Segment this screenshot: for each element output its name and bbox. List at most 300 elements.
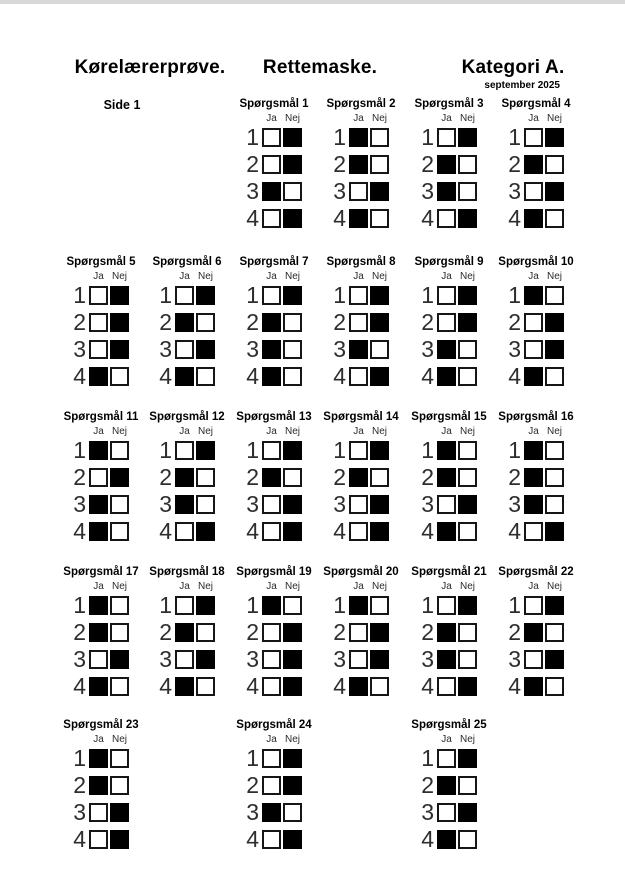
question-title: Spørgsmål 21 xyxy=(411,566,487,578)
nej-checkbox xyxy=(458,522,477,541)
answer-row-number: 3 xyxy=(421,336,434,362)
answer-row xyxy=(235,178,313,204)
nej-checkbox xyxy=(370,209,389,228)
answer-row xyxy=(410,282,488,308)
answer-row xyxy=(497,124,575,150)
answer-row xyxy=(322,518,400,544)
answer-row-number: 1 xyxy=(333,282,346,308)
answer-row xyxy=(148,282,226,308)
answer-row-number: 4 xyxy=(421,673,434,699)
answer-row-number: 3 xyxy=(508,646,521,672)
nej-checkbox xyxy=(196,313,215,332)
nej-checkbox xyxy=(196,677,215,696)
nej-column-label: Nej xyxy=(459,734,475,745)
nej-checkbox xyxy=(545,128,564,147)
nej-checkbox xyxy=(458,182,477,201)
ja-checkbox xyxy=(437,830,456,849)
ja-checkbox xyxy=(437,623,456,642)
ja-checkbox xyxy=(89,441,108,460)
nej-checkbox xyxy=(370,650,389,669)
answer-row xyxy=(235,437,313,463)
answer-row-number: 1 xyxy=(333,592,346,618)
answer-row xyxy=(322,437,400,463)
ja-checkbox xyxy=(349,128,368,147)
answer-row-number: 3 xyxy=(333,491,346,517)
answer-row xyxy=(410,592,488,618)
nej-checkbox xyxy=(370,468,389,487)
answer-row-number: 3 xyxy=(159,491,172,517)
category-title: Kategori A. xyxy=(461,57,565,78)
nej-checkbox xyxy=(283,522,302,541)
answer-row-number: 4 xyxy=(333,363,346,389)
question-block xyxy=(235,566,313,703)
ja-checkbox xyxy=(524,182,543,201)
answer-row-number: 4 xyxy=(73,363,86,389)
nej-checkbox xyxy=(110,495,129,514)
nej-checkbox xyxy=(370,596,389,615)
question-title: Spørgsmål 17 xyxy=(63,566,139,578)
nej-checkbox xyxy=(370,495,389,514)
question-title: Spørgsmål 18 xyxy=(149,566,225,578)
answer-row xyxy=(148,619,226,645)
answer-row xyxy=(235,205,313,231)
ja-checkbox xyxy=(524,596,543,615)
answer-row xyxy=(497,619,575,645)
nej-checkbox xyxy=(545,596,564,615)
ja-column-label: Ja xyxy=(441,426,452,437)
answer-row-number: 2 xyxy=(508,464,521,490)
nej-column-label: Nej xyxy=(284,113,300,124)
answer-row xyxy=(410,772,488,798)
ja-checkbox xyxy=(437,677,456,696)
nej-column-label: Nej xyxy=(459,426,475,437)
answer-row-number: 4 xyxy=(333,518,346,544)
answer-row-number: 2 xyxy=(421,464,434,490)
nej-checkbox xyxy=(283,495,302,514)
document-title: Kørelærerprøve. xyxy=(74,57,226,78)
nej-checkbox xyxy=(110,830,129,849)
answer-row xyxy=(497,282,575,308)
ja-column-label: Ja xyxy=(528,426,539,437)
answer-row xyxy=(62,491,140,517)
nej-checkbox xyxy=(283,340,302,359)
nej-checkbox xyxy=(545,286,564,305)
answer-row-number: 2 xyxy=(246,464,259,490)
question-title: Spørgsmål 15 xyxy=(411,411,487,423)
question-block xyxy=(62,566,140,703)
answer-row-number: 3 xyxy=(159,646,172,672)
answer-row xyxy=(235,745,313,771)
question-title: Spørgsmål 20 xyxy=(323,566,399,578)
nej-checkbox xyxy=(196,495,215,514)
ja-checkbox xyxy=(524,495,543,514)
answer-row xyxy=(62,772,140,798)
answer-row-number: 4 xyxy=(246,673,259,699)
answer-row xyxy=(148,309,226,335)
question-title: Spørgsmål 5 xyxy=(66,256,136,268)
question-block xyxy=(235,98,313,235)
page-number-label: Side 1 xyxy=(103,98,141,112)
answer-row-number: 1 xyxy=(421,745,434,771)
question-title: Spørgsmål 22 xyxy=(498,566,574,578)
answer-row-number: 2 xyxy=(421,309,434,335)
nej-column-label: Nej xyxy=(546,426,562,437)
nej-checkbox xyxy=(545,155,564,174)
nej-checkbox xyxy=(283,650,302,669)
ja-checkbox xyxy=(262,209,281,228)
answer-row xyxy=(410,151,488,177)
answer-row-number: 2 xyxy=(246,619,259,645)
ja-column-label: Ja xyxy=(353,426,364,437)
answer-row-number: 2 xyxy=(246,151,259,177)
ja-checkbox xyxy=(349,155,368,174)
ja-checkbox xyxy=(437,522,456,541)
question-title: Spørgsmål 11 xyxy=(63,411,139,423)
nej-checkbox xyxy=(545,209,564,228)
answer-row xyxy=(497,518,575,544)
answer-row-number: 2 xyxy=(246,772,259,798)
nej-checkbox xyxy=(110,468,129,487)
answer-row-number: 4 xyxy=(508,518,521,544)
ja-checkbox xyxy=(349,623,368,642)
ja-checkbox xyxy=(89,677,108,696)
ja-checkbox xyxy=(349,495,368,514)
nej-checkbox xyxy=(196,522,215,541)
nej-checkbox xyxy=(458,340,477,359)
answer-row-number: 3 xyxy=(508,178,521,204)
answer-row-number: 1 xyxy=(246,124,259,150)
answer-row-number: 2 xyxy=(421,772,434,798)
ja-checkbox xyxy=(437,441,456,460)
nej-column-label: Nej xyxy=(459,271,475,282)
ja-checkbox xyxy=(175,441,194,460)
ja-checkbox xyxy=(524,677,543,696)
nej-checkbox xyxy=(110,596,129,615)
nej-column-label: Nej xyxy=(111,426,127,437)
nej-checkbox xyxy=(370,677,389,696)
nej-column-label: Nej xyxy=(371,426,387,437)
answer-row-number: 3 xyxy=(421,799,434,825)
answer-row-number: 4 xyxy=(333,673,346,699)
answer-row-number: 1 xyxy=(421,282,434,308)
ja-checkbox xyxy=(262,367,281,386)
answer-row xyxy=(62,619,140,645)
question-title: Spørgsmål 10 xyxy=(498,256,574,268)
answer-row-number: 1 xyxy=(421,124,434,150)
nej-checkbox xyxy=(458,495,477,514)
answer-row xyxy=(62,592,140,618)
answer-row-number: 1 xyxy=(73,437,86,463)
question-title: Spørgsmål 14 xyxy=(323,411,399,423)
answer-row xyxy=(62,646,140,672)
ja-checkbox xyxy=(437,313,456,332)
answer-row-number: 4 xyxy=(159,673,172,699)
ja-checkbox xyxy=(349,650,368,669)
answer-row xyxy=(235,799,313,825)
question-title: Spørgsmål 4 xyxy=(501,98,571,110)
question-block xyxy=(410,98,488,235)
ja-checkbox xyxy=(89,650,108,669)
answer-row-number: 3 xyxy=(73,646,86,672)
question-block xyxy=(322,411,400,548)
answer-row-number: 4 xyxy=(508,205,521,231)
ja-checkbox xyxy=(524,128,543,147)
nej-checkbox xyxy=(458,623,477,642)
answer-row-number: 2 xyxy=(333,309,346,335)
answer-row xyxy=(235,592,313,618)
answer-row-number: 2 xyxy=(159,309,172,335)
nej-column-label: Nej xyxy=(546,113,562,124)
question-block xyxy=(410,566,488,703)
ja-checkbox xyxy=(349,209,368,228)
nej-checkbox xyxy=(545,522,564,541)
answer-row-number: 3 xyxy=(421,491,434,517)
answer-row-number: 1 xyxy=(73,745,86,771)
ja-checkbox xyxy=(89,623,108,642)
nej-checkbox xyxy=(283,367,302,386)
answer-row-number: 2 xyxy=(73,464,86,490)
answer-row-number: 3 xyxy=(246,336,259,362)
answer-row-number: 2 xyxy=(246,309,259,335)
answer-row xyxy=(322,151,400,177)
nej-checkbox xyxy=(370,522,389,541)
answer-row-number: 1 xyxy=(159,437,172,463)
nej-column-label: Nej xyxy=(284,581,300,592)
answer-row-number: 2 xyxy=(508,309,521,335)
answer-row-number: 4 xyxy=(508,673,521,699)
ja-checkbox xyxy=(437,182,456,201)
ja-checkbox xyxy=(437,155,456,174)
answer-row xyxy=(322,282,400,308)
answer-row-number: 1 xyxy=(508,282,521,308)
answer-row xyxy=(148,673,226,699)
answer-row-number: 3 xyxy=(73,491,86,517)
answer-row-number: 1 xyxy=(246,592,259,618)
ja-checkbox xyxy=(262,677,281,696)
answer-row-number: 4 xyxy=(508,363,521,389)
question-block xyxy=(148,566,226,703)
answer-row-number: 3 xyxy=(333,336,346,362)
question-block xyxy=(497,411,575,548)
answer-row xyxy=(497,592,575,618)
answer-row-number: 3 xyxy=(246,491,259,517)
nej-checkbox xyxy=(196,340,215,359)
nej-checkbox xyxy=(110,803,129,822)
question-block xyxy=(410,256,488,393)
answer-row-number: 1 xyxy=(421,437,434,463)
question-title: Spørgsmål 24 xyxy=(236,719,312,731)
ja-checkbox xyxy=(175,367,194,386)
answer-row xyxy=(235,363,313,389)
nej-checkbox xyxy=(196,596,215,615)
ja-checkbox xyxy=(524,367,543,386)
nej-checkbox xyxy=(283,182,302,201)
ja-checkbox xyxy=(262,468,281,487)
ja-column-label: Ja xyxy=(179,426,190,437)
nej-checkbox xyxy=(458,776,477,795)
ja-column-label: Ja xyxy=(266,271,277,282)
nej-checkbox xyxy=(458,441,477,460)
ja-checkbox xyxy=(262,441,281,460)
answer-row xyxy=(497,491,575,517)
answer-row-number: 3 xyxy=(246,799,259,825)
nej-column-label: Nej xyxy=(371,271,387,282)
answer-row-number: 4 xyxy=(159,518,172,544)
ja-column-label: Ja xyxy=(93,734,104,745)
nej-checkbox xyxy=(545,495,564,514)
answer-row-number: 4 xyxy=(421,826,434,852)
ja-checkbox xyxy=(89,830,108,849)
nej-column-label: Nej xyxy=(459,113,475,124)
answer-row-number: 1 xyxy=(246,745,259,771)
question-block xyxy=(148,256,226,393)
answer-row xyxy=(148,646,226,672)
answer-row-number: 2 xyxy=(159,464,172,490)
ja-column-label: Ja xyxy=(528,271,539,282)
ja-checkbox xyxy=(524,340,543,359)
ja-checkbox xyxy=(437,286,456,305)
question-block xyxy=(410,411,488,548)
ja-column-label: Ja xyxy=(266,113,277,124)
ja-checkbox xyxy=(524,441,543,460)
answer-row-number: 1 xyxy=(159,592,172,618)
ja-column-label: Ja xyxy=(353,113,364,124)
nej-checkbox xyxy=(458,468,477,487)
answer-row xyxy=(410,437,488,463)
nej-checkbox xyxy=(196,468,215,487)
answer-row xyxy=(322,336,400,362)
ja-checkbox xyxy=(262,313,281,332)
ja-checkbox xyxy=(437,650,456,669)
answer-row xyxy=(410,799,488,825)
question-title: Spørgsmål 19 xyxy=(236,566,312,578)
answer-row xyxy=(497,464,575,490)
nej-checkbox xyxy=(196,367,215,386)
answer-row xyxy=(322,363,400,389)
answer-row-number: 2 xyxy=(333,151,346,177)
answer-row-number: 1 xyxy=(246,437,259,463)
answer-row-number: 2 xyxy=(159,619,172,645)
ja-checkbox xyxy=(524,209,543,228)
answer-row xyxy=(410,178,488,204)
nej-checkbox xyxy=(283,313,302,332)
ja-column-label: Ja xyxy=(93,581,104,592)
nej-checkbox xyxy=(283,155,302,174)
question-block xyxy=(235,411,313,548)
answer-row xyxy=(235,772,313,798)
answer-row xyxy=(148,592,226,618)
ja-checkbox xyxy=(175,677,194,696)
answer-row xyxy=(497,336,575,362)
ja-checkbox xyxy=(437,803,456,822)
answer-row-number: 4 xyxy=(333,205,346,231)
nej-checkbox xyxy=(370,367,389,386)
ja-checkbox xyxy=(262,830,281,849)
answer-row xyxy=(322,619,400,645)
nej-checkbox xyxy=(283,468,302,487)
nej-checkbox xyxy=(110,522,129,541)
answer-row-number: 4 xyxy=(159,363,172,389)
answer-row xyxy=(235,619,313,645)
answer-row xyxy=(322,178,400,204)
nej-checkbox xyxy=(283,209,302,228)
answer-row-number: 2 xyxy=(73,309,86,335)
answer-row-number: 2 xyxy=(421,151,434,177)
answer-row-number: 3 xyxy=(508,491,521,517)
nej-checkbox xyxy=(370,623,389,642)
answer-row-number: 1 xyxy=(246,282,259,308)
nej-checkbox xyxy=(458,677,477,696)
ja-checkbox xyxy=(262,596,281,615)
answer-row xyxy=(235,282,313,308)
answer-row xyxy=(62,363,140,389)
ja-checkbox xyxy=(175,340,194,359)
answer-row-number: 1 xyxy=(508,437,521,463)
nej-checkbox xyxy=(545,677,564,696)
ja-checkbox xyxy=(524,650,543,669)
question-block xyxy=(148,411,226,548)
ja-checkbox xyxy=(349,468,368,487)
question-block xyxy=(497,98,575,235)
nej-checkbox xyxy=(196,623,215,642)
nej-checkbox xyxy=(370,286,389,305)
answer-row-number: 1 xyxy=(333,124,346,150)
ja-checkbox xyxy=(89,776,108,795)
answer-row xyxy=(497,646,575,672)
question-block xyxy=(322,98,400,235)
ja-checkbox xyxy=(262,182,281,201)
ja-checkbox xyxy=(89,749,108,768)
nej-checkbox xyxy=(545,441,564,460)
answer-row xyxy=(322,205,400,231)
nej-checkbox xyxy=(283,677,302,696)
ja-column-label: Ja xyxy=(441,734,452,745)
answer-row xyxy=(235,124,313,150)
ja-column-label: Ja xyxy=(441,581,452,592)
nej-checkbox xyxy=(458,128,477,147)
nej-checkbox xyxy=(545,367,564,386)
answer-row-number: 2 xyxy=(333,619,346,645)
answer-row-number: 1 xyxy=(333,437,346,463)
answer-row xyxy=(410,205,488,231)
answer-row-number: 3 xyxy=(246,646,259,672)
question-title: Spørgsmål 2 xyxy=(326,98,396,110)
answer-row-number: 3 xyxy=(508,336,521,362)
nej-checkbox xyxy=(458,803,477,822)
answer-row-number: 3 xyxy=(73,799,86,825)
answer-row xyxy=(322,673,400,699)
question-title: Spørgsmål 16 xyxy=(498,411,574,423)
answer-row xyxy=(62,309,140,335)
answer-row xyxy=(235,826,313,852)
nej-checkbox xyxy=(196,286,215,305)
question-title: Spørgsmål 12 xyxy=(149,411,225,423)
nej-checkbox xyxy=(283,623,302,642)
answer-row xyxy=(410,464,488,490)
ja-checkbox xyxy=(349,182,368,201)
ja-column-label: Ja xyxy=(266,426,277,437)
answer-row-number: 1 xyxy=(421,592,434,618)
ja-checkbox xyxy=(437,749,456,768)
question-block xyxy=(235,256,313,393)
answer-row-number: 4 xyxy=(421,518,434,544)
answer-row-number: 2 xyxy=(73,772,86,798)
ja-checkbox xyxy=(524,155,543,174)
answer-row xyxy=(497,151,575,177)
ja-column-label: Ja xyxy=(353,271,364,282)
ja-column-label: Ja xyxy=(528,113,539,124)
ja-checkbox xyxy=(175,623,194,642)
